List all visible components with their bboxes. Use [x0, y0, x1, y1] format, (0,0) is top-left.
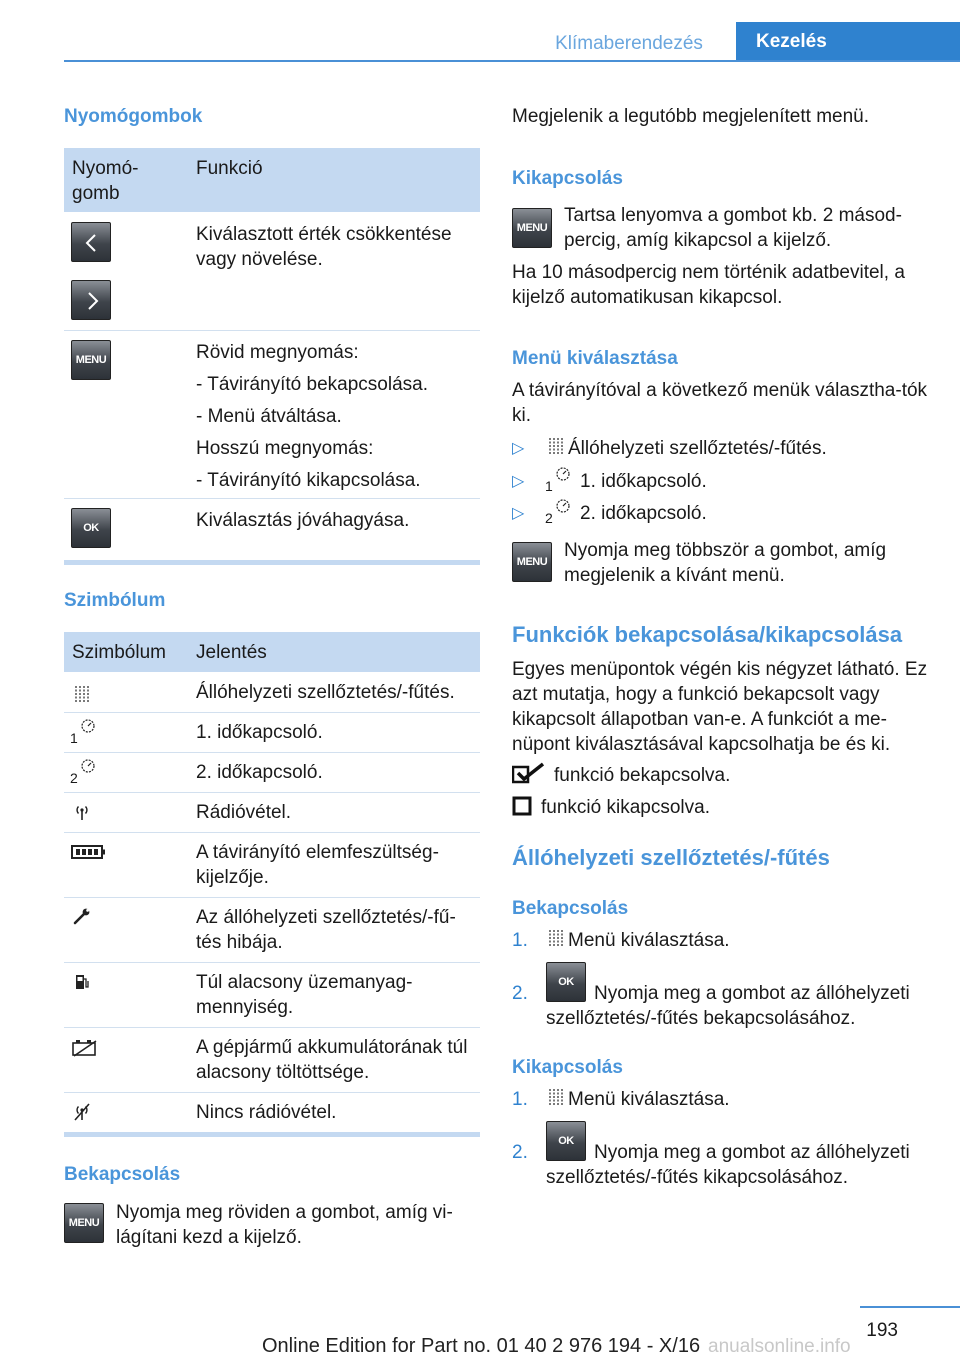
on-step2-text-cont: szellőztetés/-fűtés bekapcsolásához. — [546, 1008, 856, 1029]
row-divider — [64, 1092, 480, 1093]
power-on-heading: Bekapcsolás — [64, 1164, 181, 1185]
off2-heading: Kikapcsolás — [512, 1057, 623, 1078]
checkbox-checked-icon — [512, 762, 546, 784]
menu-intro-text: A távirányítóval a következő menük választha-tók ki. — [512, 380, 928, 426]
off-step2-text-cont: szellőztetés/-fűtés kikapcsolásához. — [546, 1167, 849, 1188]
timer-digit: 2 — [70, 770, 78, 786]
section-title: Klímaberendezés — [555, 33, 703, 54]
header-rule — [64, 60, 960, 62]
radio-reception-icon — [72, 802, 92, 822]
col-header-symbol: Szimbólum — [72, 642, 166, 663]
off-step1-text: Menü kiválasztása. — [568, 1089, 730, 1110]
last-menu-text: Megjelenik a legutóbb megjelenített menü. — [512, 106, 870, 127]
col-header-meaning: Jelentés — [196, 642, 267, 663]
row-menu-line1: Rövid megnyomás: — [196, 342, 359, 363]
row-divider — [64, 962, 480, 963]
row-divider — [64, 832, 480, 833]
row-divider — [64, 1027, 480, 1028]
edition-text: Online Edition for Part no. 01 40 2 976 194 - X/16 — [262, 1335, 701, 1357]
timer1-icon — [555, 466, 571, 482]
step-number: 1. — [512, 930, 528, 951]
on-step2-text: Nyomja meg a gombot az állóhelyzeti — [594, 983, 910, 1004]
functions-text: Egyes menüpontok végén kis négyzet látható. Ez azt mutatja, hogy a funkció bekapcsolt vagy kikapcsolt állapotban van-e. A funkciót a me-nüpont kiválasztásával kapcsolhatja be és ki. — [512, 659, 928, 755]
symbol-row-battery: A távirányító elemfeszültség-kijelzője. — [196, 842, 439, 888]
row-divider — [64, 752, 480, 753]
ok-button-icon: OK — [71, 508, 111, 548]
on-step1-text: Menü kiválasztása. — [568, 930, 730, 951]
row-select-value: Kiválasztott érték csökkentése vagy növelése. — [196, 224, 452, 270]
on-heading: Bekapcsolás — [512, 898, 629, 919]
row-divider — [64, 712, 480, 713]
car-battery-low-icon — [71, 1038, 99, 1058]
chevron-right-button-icon — [71, 280, 111, 320]
row-menu-line3: - Menü átváltása. — [196, 406, 342, 427]
parking-ventilation-icon — [546, 1087, 566, 1107]
off-text: Tartsa lenyomva a gombot kb. 2 másod-percig, amíg kikapcsol a kijelző. — [564, 205, 902, 251]
timer-digit: 1 — [70, 730, 78, 746]
row-menu-line5: - Távirányító kikapcsolása. — [196, 470, 421, 491]
watermark: anualsonline.info — [708, 1336, 851, 1357]
table-end-rule — [64, 560, 480, 565]
menu-button-icon: MENU — [512, 542, 552, 582]
parking-ventilation-icon — [546, 928, 566, 948]
battery-icon — [71, 842, 107, 862]
buttons-heading: Nyomógombok — [64, 106, 203, 127]
step-number: 2. — [512, 983, 528, 1004]
symbol-heading: Szimbólum — [64, 590, 166, 611]
symbol-row-ventilation: Állóhelyzeti szellőztetés/-fűtés. — [196, 682, 455, 703]
menu-press-text: Nyomja meg többször a gombot, amíg megjelenik a kívánt menü. — [564, 540, 887, 586]
row-divider — [64, 330, 480, 331]
row-divider — [64, 498, 480, 499]
timer2-icon — [555, 498, 571, 514]
menu-button-icon: MENU — [64, 1203, 104, 1243]
step-number: 1. — [512, 1089, 528, 1110]
no-radio-icon — [72, 1102, 92, 1122]
function-off-text: funkció kikapcsolva. — [541, 797, 710, 818]
row-divider — [64, 897, 480, 898]
timer2-icon — [80, 758, 96, 774]
page-number: 193 — [866, 1320, 898, 1341]
footer-rule — [860, 1306, 960, 1308]
bullet-icon: ▷ — [512, 505, 525, 522]
bullet-icon: ▷ — [512, 473, 525, 490]
tab-kezeles[interactable]: Kezelés — [736, 22, 960, 62]
menu-select-heading: Menü kiválasztása — [512, 348, 678, 369]
off-auto-text: Ha 10 másodpercig nem történik adatbevitel, a kijelző automatikusan kikapcsol. — [512, 262, 905, 308]
symbol-row-timer2: 2. időkapcsoló. — [196, 762, 323, 783]
ok-button-icon: OK — [546, 962, 586, 1002]
symbol-table — [64, 632, 480, 1142]
table-end-rule — [64, 1132, 480, 1137]
menu-item-timer1: 1. időkapcsoló. — [580, 471, 707, 492]
function-on-text: funkció bekapcsolva. — [554, 765, 731, 786]
row-menu-line4: Hosszú megnyomás: — [196, 438, 374, 459]
menu-button-icon: MENU — [512, 208, 552, 248]
parking-ventilation-icon — [546, 436, 566, 456]
parking-heading: Állóhelyzeti szellőztetés/-fűtés — [512, 845, 830, 870]
symbol-row-radio: Rádióvétel. — [196, 802, 292, 823]
power-on-text: Nyomja meg röviden a gombot, amíg vi-lágítani kezd a kijelző. — [116, 1202, 453, 1248]
timer-digit: 2 — [545, 510, 553, 526]
parking-ventilation-icon — [72, 684, 92, 704]
checkbox-empty-icon — [512, 796, 532, 816]
row-menu-line2: - Távirányító bekapcsolása. — [196, 374, 428, 395]
step-number: 2. — [512, 1142, 528, 1163]
symbol-row-fault: Az állóhelyzeti szellőztetés/-fű-tés hibája. — [196, 907, 456, 953]
bullet-icon: ▷ — [512, 440, 525, 457]
symbol-row-car-battery: A gépjármű akkumulátorának túl alacsony töltöttsége. — [196, 1037, 468, 1083]
col-header-button: Nyomó- gomb — [72, 158, 139, 204]
menu-item-ventilation: Állóhelyzeti szellőztetés/-fűtés. — [568, 438, 827, 459]
menu-item-timer2: 2. időkapcsoló. — [580, 503, 707, 524]
chevron-left-button-icon — [71, 222, 111, 262]
row-divider — [64, 792, 480, 793]
col-header-function: Funkció — [196, 158, 263, 179]
menu-button-icon: MENU — [71, 340, 111, 380]
fuel-pump-icon — [72, 972, 92, 992]
functions-heading: Funkciók bekapcsolása/kikapcsolása — [512, 622, 903, 647]
wrench-icon — [72, 906, 92, 926]
symbol-row-fuel: Túl alacsony üzemanyag-mennyiség. — [196, 972, 413, 1018]
off-heading: Kikapcsolás — [512, 168, 623, 189]
timer-digit: 1 — [545, 478, 553, 494]
symbol-row-no-radio: Nincs rádióvétel. — [196, 1102, 337, 1123]
row-confirm: Kiválasztás jóváhagyása. — [196, 510, 410, 531]
timer1-icon — [80, 718, 96, 734]
ok-button-icon: OK — [546, 1121, 586, 1161]
buttons-table — [64, 148, 480, 568]
off-step2-text: Nyomja meg a gombot az állóhelyzeti — [594, 1142, 910, 1163]
symbol-row-timer1: 1. időkapcsoló. — [196, 722, 323, 743]
